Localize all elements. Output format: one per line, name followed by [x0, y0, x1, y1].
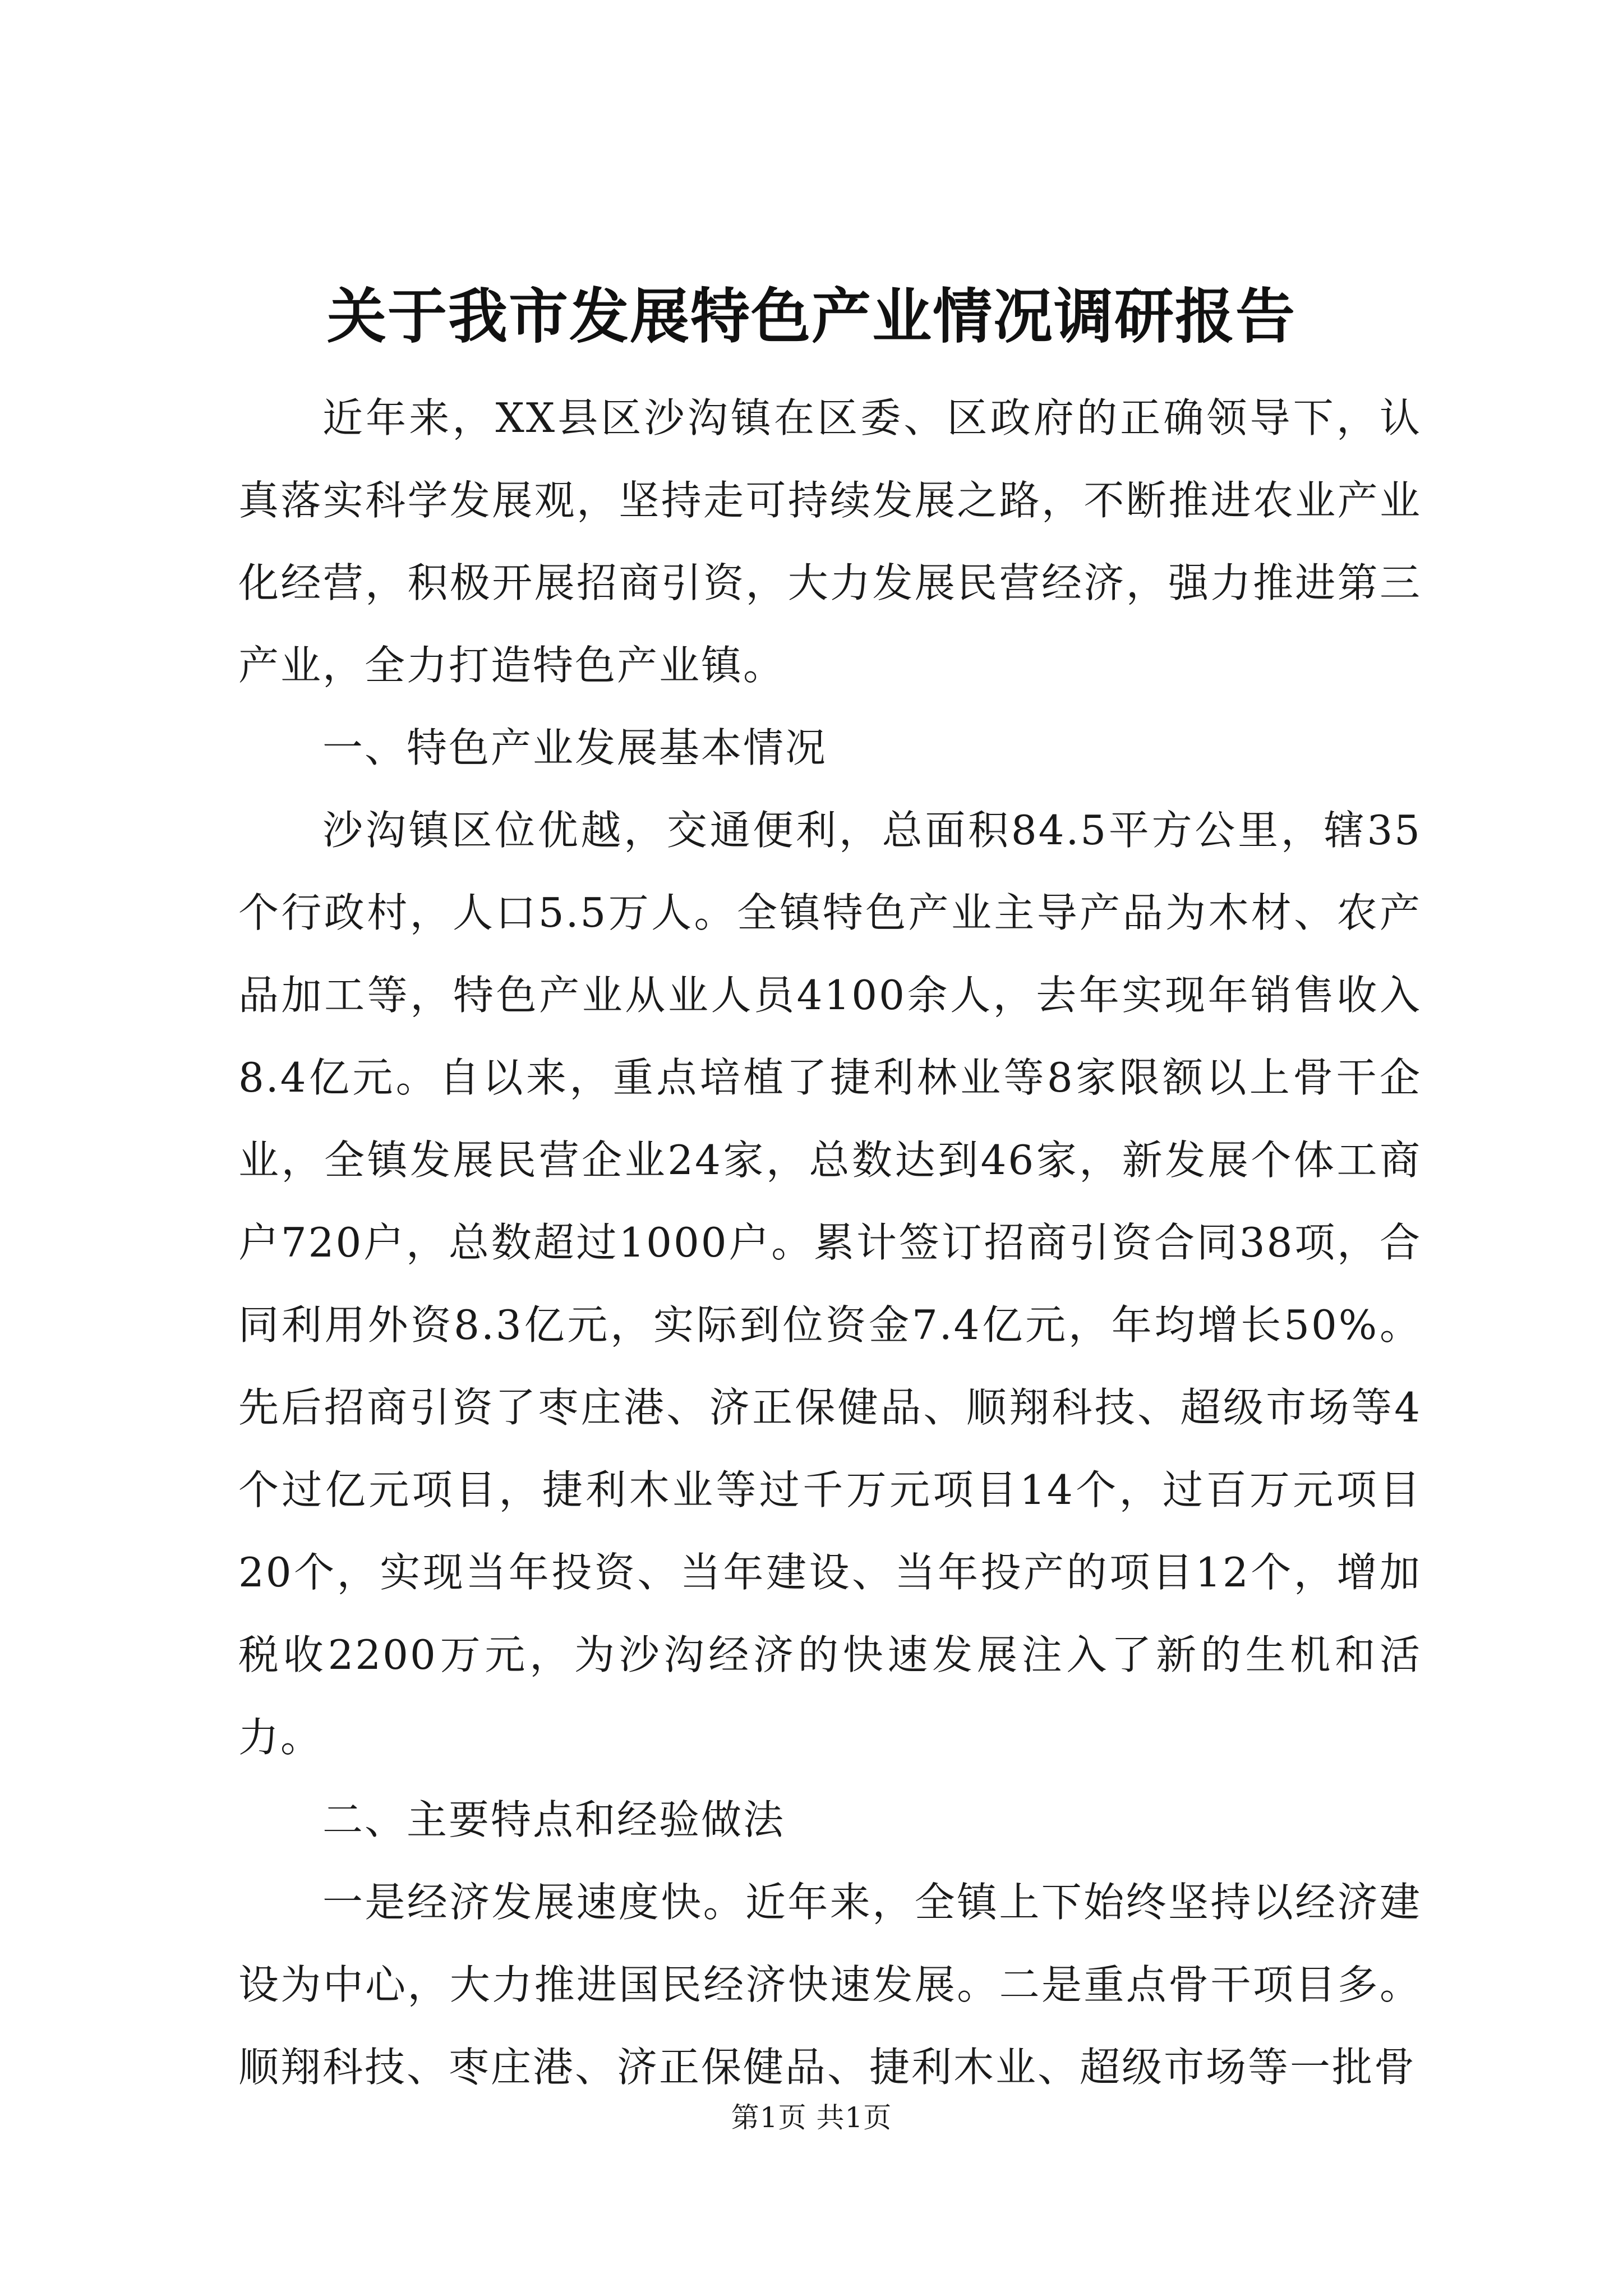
section-heading-basic-situation: 一、特色产业发展基本情况	[322, 724, 828, 771]
section-heading-features-experience: 二、主要特点和经验做法	[322, 1796, 786, 1843]
features-paragraph: 一是经济发展速度快。近年来，全镇上下始终坚持以经济建设为中心，大力推进国民经济快速发展。二是重点骨干项目多。顺翔科技、枣庄港、济正保健品、捷利木业、超级市场等一批骨	[238, 1879, 1422, 2091]
intro-paragraph: 近年来，XX县区沙沟镇在区委、区政府的正确领导下，认真落实科学发展观，坚持走可持续发展之路，不断推进农业产业化经营，积极开展招商引资，大力发展民营经济，强力推进第三产业，全力打造特色产业镇。	[238, 394, 1422, 689]
basic-situation-paragraph: 沙沟镇区位优越，交通便利，总面积84.5平方公里，辖35个行政村，人口5.5万人。全镇特色产业主导产品为木材、农产品加工等，特色产业从业人员4100余人，去年实现年销售收入8.4亿元。自以来，重点培植了捷利林业等8家限额以上骨干企业，全镇发展民营企业24家，总数达到46家，新发展个体工商户720户，总数超过1000户。累计签订招商引资合同38项，合同利用外资8.3亿元，实际到位资金7.4亿元，年均增长50%。先后招商引资了枣庄港、济正保健品、顺翔科技、超级市场等4个过亿元项目，捷利木业等过千万元项目14个，过百万元项目20个，实现当年投资、当年建设、当年投产的项目12个，增加税收2200万元，为沙沟经济的快速发展注入了新的生机和活力。	[238, 807, 1422, 1761]
document-title: 关于我市发展特色产业情况调研报告	[327, 281, 1296, 351]
document-body	[238, 377, 1422, 2109]
page-number-footer: 第1页 共1页	[731, 2101, 892, 2134]
